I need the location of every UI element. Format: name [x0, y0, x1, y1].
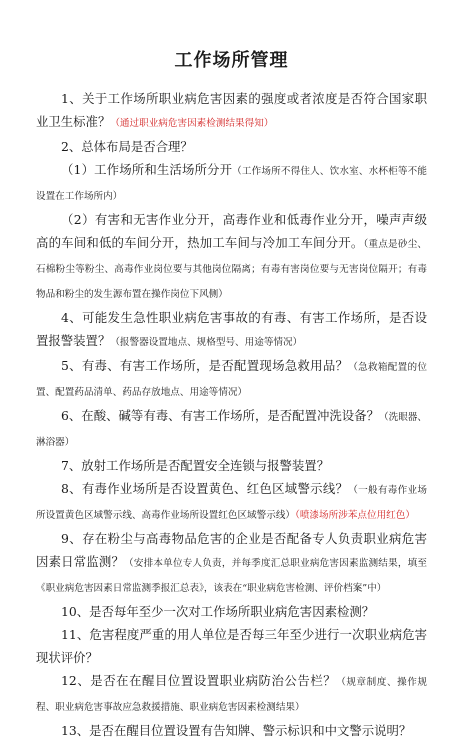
- item-8-red-note: （喷漆场所涉苯点位用红色）: [295, 510, 415, 521]
- item-13: [36, 719, 427, 742]
- item-6: [36, 404, 427, 454]
- item-8-note: （一般有毒作业场所设置黄色区域警示线、高毒作业场所设置红色区域警示线）: [36, 485, 427, 521]
- item-4-text: 4、可能发生急性职业病危害事故的有毒、有害工作场所，是否设置报警装置？: [36, 310, 427, 348]
- item-2-1-text: （1）工作场所和生活场所分开: [61, 162, 233, 177]
- item-11: [36, 623, 427, 669]
- item-1-text: 1、关于工作场所职业病危害因素的强度或者浓度是否符合国家职业卫生标准？: [36, 91, 427, 129]
- item-6-note: （洗眼器、淋浴器）: [36, 412, 428, 448]
- item-11-text: 11、危害程度严重的用人单位是否每三年至少进行一次职业病危害现状评价？: [36, 627, 427, 665]
- item-2-1: [36, 158, 427, 208]
- item-12: [36, 669, 427, 719]
- item-2-2-note: （重点是砂尘、石棉粉尘等粉尘、高毒作业岗位要与其他岗位隔离；有毒有害岗位要与无害岗位隔开；有毒物品和粉尘的发生源布置在操作岗位下风侧）: [36, 239, 428, 300]
- item-7: [36, 454, 427, 477]
- item-9: [36, 527, 427, 600]
- item-6-text: 6、在酸、碱等有毒、有害工作场所，是否配置冲洗设备？: [61, 408, 379, 423]
- document-body: [36, 87, 427, 742]
- page-title: 工作场所管理: [174, 50, 289, 71]
- item-10: [36, 600, 427, 623]
- item-12-note: （规章制度、操作规程、职业病危害事故应急救援措施、职业病危害因素检测结果）: [36, 677, 427, 713]
- item-5: [36, 354, 427, 404]
- item-7-text: 7、放射工作场所是否配置安全连锁与报警装置？: [61, 458, 330, 473]
- item-5-note: （急救箱配置的位置、配置药品清单、药品存放地点、用途等情况）: [36, 362, 427, 398]
- item-4-note: （报警器设置地点、规格型号、用途等情况）: [110, 337, 303, 348]
- item-2: [36, 135, 427, 158]
- item-8: [36, 477, 427, 527]
- item-2-text: 2、总体布局是否合理？: [61, 139, 193, 154]
- item-9-note: （安排本单位专人负责，并每季度汇总职业病危害因素监测结果，填至《职业病危害因素日常监测季报汇总表》，该表在“职业病危害检测、评价档案”中）: [36, 558, 428, 594]
- item-5-text: 5、有毒、有害工作场所，是否配置现场急救用品？: [61, 358, 349, 373]
- item-13-text: 13、是否在醒目位置设置有告知牌、警示标识和中文警示说明？: [61, 723, 412, 738]
- item-2-2: [36, 208, 427, 306]
- item-4: [36, 306, 427, 354]
- item-8-text: 8、有毒作业场所是否设置黄色、红色区域警示线？: [61, 481, 349, 496]
- item-2-2-text: （2）有害和无害作业分开，高毒作业和低毒作业分开，噪声声级高的车间和低的车间分开，热加工车间与冷加工车间分开。: [36, 212, 427, 250]
- item-12-text: 12、是否在在醒目位置设置职业病防治公告栏？: [61, 673, 337, 688]
- item-2-1-note: （工作场所不得住人、饮水室、水杯柜等不能设置在工作场所内）: [36, 166, 427, 202]
- item-10-text: 10、是否每年至少一次对工作场所职业病危害因素检测？: [61, 604, 375, 619]
- item-1: [36, 87, 427, 135]
- item-1-red-note: （通过职业病危害因素检测结果得知）: [110, 118, 274, 129]
- item-9-text: 9、存在粉尘与高毒物品危害的企业是否配备专人负责职业病危害因素日常监测？: [36, 531, 427, 569]
